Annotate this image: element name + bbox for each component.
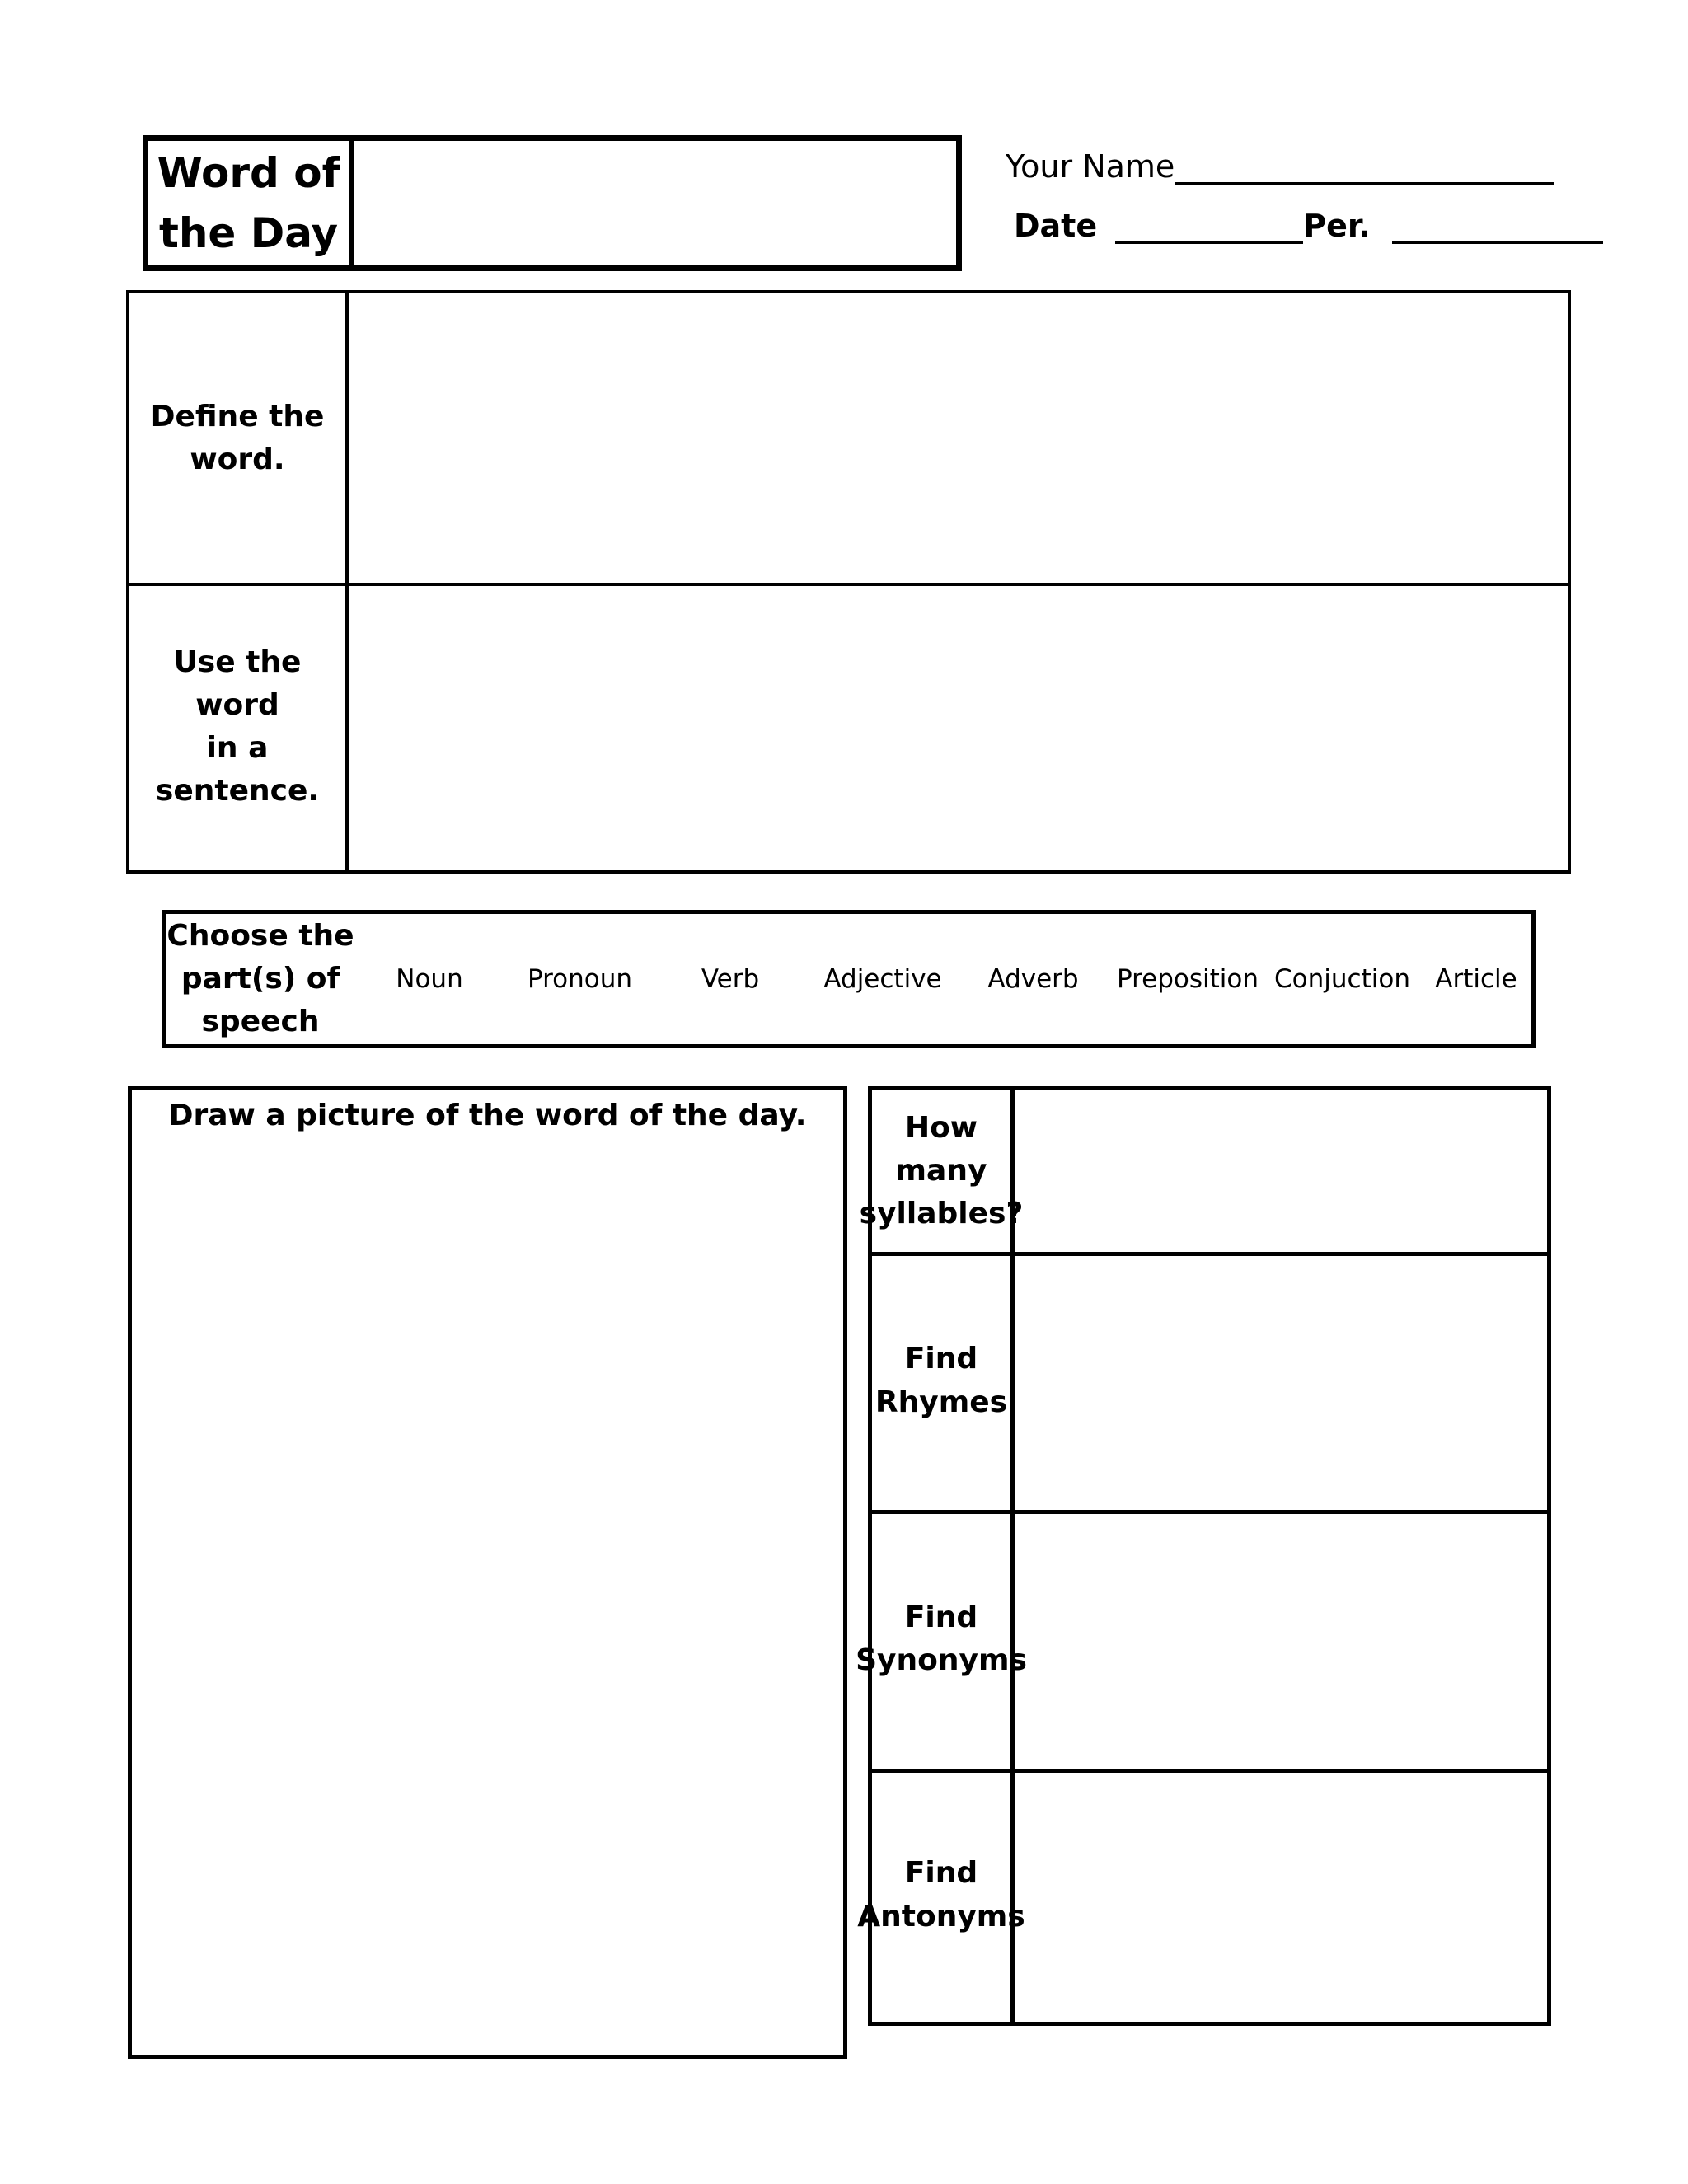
rhymes-label-line-2: Rhymes: [874, 1385, 1008, 1419]
sentence-label-line-2: in a sentence.: [155, 731, 320, 808]
define-answer-area[interactable]: [349, 293, 1568, 583]
synonyms-label-line-1: Find: [904, 1600, 978, 1634]
date-blank[interactable]: [1115, 213, 1303, 244]
pos-label-line-3: speech: [201, 1005, 320, 1039]
define-row: [129, 293, 1568, 586]
syllables-label-line-2: syllables?: [859, 1197, 1024, 1231]
antonyms-row: [857, 1769, 1547, 2022]
definition-table: [126, 290, 1571, 874]
per-label: Per.: [1303, 208, 1371, 244]
sentence-label: [129, 583, 349, 870]
date-per-line[interactable]: [1014, 208, 1603, 244]
synonyms-row: [856, 1510, 1547, 1773]
pos-label-line-2: part(s) of: [181, 961, 340, 996]
rhymes-label-line-1: Find: [904, 1342, 978, 1376]
rhymes-label: [872, 1252, 1015, 1510]
synonyms-answer-area[interactable]: [1015, 1510, 1547, 1769]
antonyms-label-line-2: Antonyms: [857, 1899, 1025, 1933]
antonyms-label: [857, 1769, 1025, 2022]
pos-option-conjuction[interactable]: Conjuction: [1274, 964, 1410, 994]
pos-option-verb[interactable]: Verb: [701, 964, 760, 994]
pos-option-pronoun[interactable]: Pronoun: [527, 964, 633, 994]
name-label: Your Name: [1006, 148, 1175, 185]
pos-option-adjective[interactable]: Adjective: [823, 964, 942, 994]
date-label: Date: [1014, 208, 1098, 244]
pos-option-adverb[interactable]: Adverb: [987, 964, 1079, 994]
syllables-label-line-1: How many: [895, 1110, 987, 1188]
sentence-row: [129, 583, 1568, 870]
draw-picture-title: Draw a picture of the word of the day.: [168, 1099, 807, 1132]
pos-option-article[interactable]: Article: [1435, 964, 1517, 994]
word-of-the-day-box: [143, 135, 962, 271]
pos-option-preposition[interactable]: Preposition: [1116, 964, 1259, 994]
syllables-label: [859, 1090, 1024, 1252]
synonyms-label-line-2: Synonyms: [856, 1643, 1027, 1677]
parts-of-speech-label: [166, 914, 355, 1044]
per-blank[interactable]: [1392, 213, 1603, 244]
pos-option-noun[interactable]: Noun: [396, 964, 463, 994]
sentence-answer-area[interactable]: [349, 583, 1568, 870]
rhymes-answer-area[interactable]: [1015, 1252, 1547, 1510]
word-label-line-1: Word of: [157, 149, 340, 197]
antonyms-label-line-1: Find: [904, 1856, 978, 1891]
word-label-line-2: the Day: [158, 209, 339, 257]
word-of-the-day-label: [148, 141, 354, 265]
word-input-area[interactable]: [359, 141, 956, 265]
syllables-answer-area[interactable]: [1015, 1090, 1547, 1252]
syllables-row: [859, 1090, 1547, 1256]
pos-label-line-1: Choose the: [166, 918, 354, 953]
define-label-line-1: Define the: [150, 399, 325, 434]
define-label: [129, 293, 349, 583]
parts-of-speech-bar: [162, 910, 1536, 1048]
antonyms-answer-area[interactable]: [1015, 1769, 1547, 2022]
word-study-table: [856, 1086, 1551, 2026]
rhymes-row: [872, 1252, 1547, 1514]
define-label-line-2: word.: [190, 443, 285, 476]
name-line[interactable]: [1006, 148, 1554, 185]
sentence-label-line-1: Use the word: [173, 644, 302, 722]
draw-picture-box[interactable]: [128, 1086, 847, 2059]
synonyms-label: [856, 1510, 1027, 1769]
name-blank[interactable]: [1175, 154, 1554, 185]
